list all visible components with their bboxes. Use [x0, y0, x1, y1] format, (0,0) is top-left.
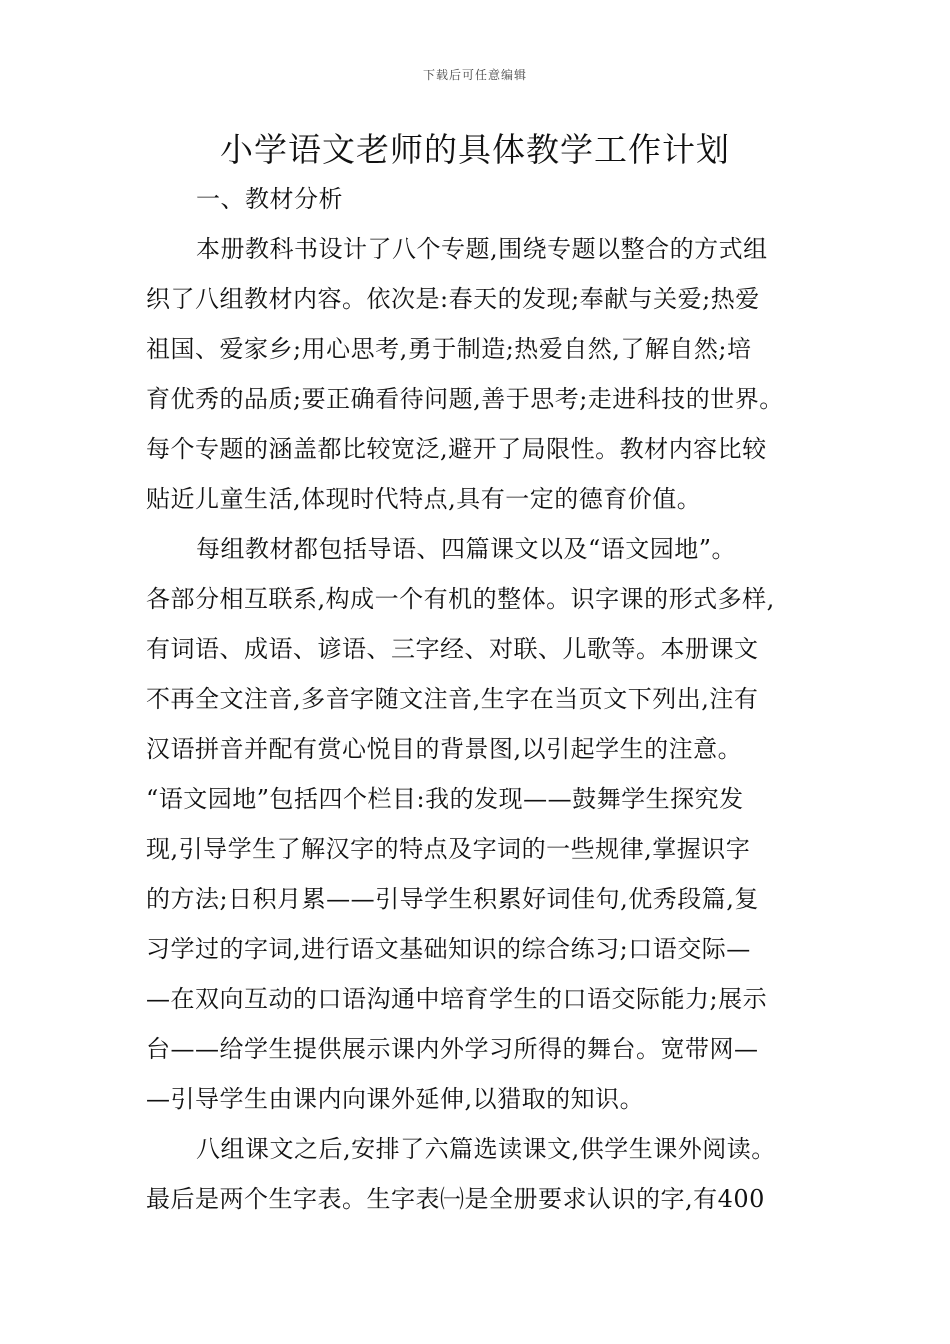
paragraph-line: 现,引导学生了解汉字的特点及字词的一些规律,掌握识字: [146, 835, 751, 863]
document-body: [146, 174, 816, 1224]
paragraph-line: 每个专题的涵盖都比较宽泛,避开了局限性。教材内容比较: [146, 435, 767, 463]
paragraph-1: [146, 224, 816, 524]
paragraph-line: 八组课文之后,安排了六篇选读课文,供学生课外阅读。: [196, 1135, 776, 1163]
paragraph-line: 祖国、爱家乡;用心思考,勇于制造;热爱自然,了解自然;培: [146, 335, 752, 363]
paragraph-line: —引导学生由课内向课外延伸,以猎取的知识。: [146, 1085, 645, 1113]
paragraph-line: 习学过的字词,进行语文基础知识的综合练习;口语交际—: [146, 935, 751, 963]
paragraph-line: 贴近儿童生活,体现时代特点,具有一定的德育价值。: [146, 485, 702, 513]
paragraph-2: [146, 524, 816, 1124]
paragraph-line: 有词语、成语、谚语、三字经、对联、儿歌等。本册课文: [146, 635, 759, 663]
document-title: 小学语文老师的具体教学工作计划: [220, 130, 730, 169]
paragraph-line: 育优秀的品质;要正确看待问题,善于思考;走进科技的世界。: [146, 385, 784, 413]
paragraph-line: 各部分相互联系,构成一个有机的整体。识字课的形式多样,: [146, 585, 775, 613]
section-heading: 一、教材分析: [196, 185, 343, 213]
paragraph-line: 织了八组教材内容。依次是:春天的发现;奉献与关爱;热爱: [146, 285, 760, 313]
paragraph-line: 台——给学生提供展示课内外学习所得的舞台。宽带网—: [146, 1035, 759, 1063]
paragraph-line: 的方法;日积月累——引导学生积累好词佳句,优秀段篇,复: [146, 885, 759, 913]
paragraph-line: 汉语拼音并配有赏心悦目的背景图,以引起学生的注意。: [146, 735, 743, 763]
paragraph-line: —在双向互动的口语沟通中培育学生的口语交际能力;展示: [146, 985, 768, 1013]
paragraph-line: 每组教材都包括导语、四篇课文以及“语文园地”。: [196, 535, 737, 563]
paragraph-line: 不再全文注音,多音字随文注音,生字在当页文下列出,注有: [146, 685, 759, 713]
paragraph-line: 最后是两个生字表。生字表㈠是全册要求认识的字,有400: [146, 1185, 765, 1213]
paragraph-line: 本册教科书设计了八个专题,围绕专题以整合的方式组: [196, 235, 768, 263]
header-note: 下载后可任意编辑: [422, 68, 527, 82]
paragraph-3: [146, 1124, 816, 1224]
paragraph-line: “语文园地”包括四个栏目:我的发现——鼓舞学生探究发: [146, 785, 744, 813]
